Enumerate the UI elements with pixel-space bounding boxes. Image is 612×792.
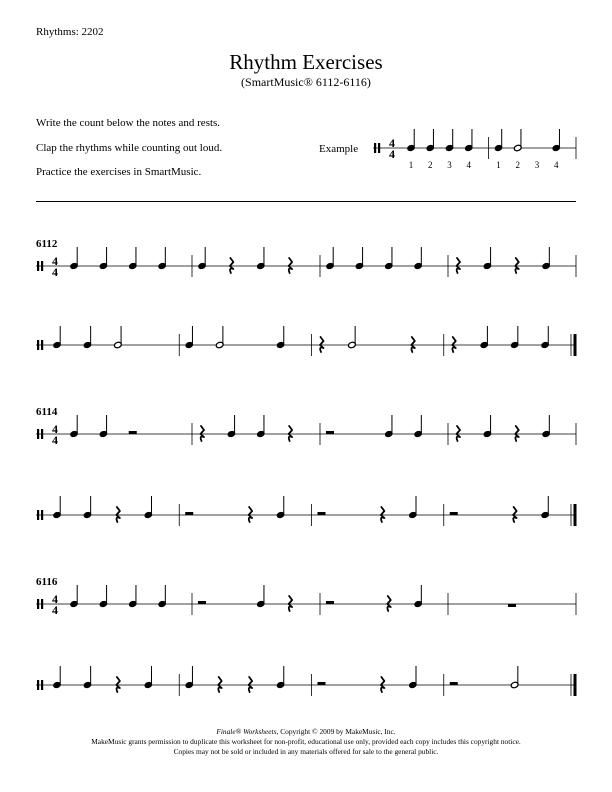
whole-rest — [508, 604, 516, 607]
quarter-rest — [381, 677, 385, 692]
quarter-rest — [513, 507, 517, 522]
quarter-rest — [515, 426, 519, 441]
percussion-clef — [37, 599, 39, 609]
footer-line-2: MakeMusic grants permission to duplicate this worksheet for non-profit, educational use only, provided each copy includes this copyright notice. — [91, 737, 521, 746]
time-sig-top: 4 — [52, 422, 58, 436]
quarter-rest — [452, 337, 456, 352]
percussion-clef — [41, 261, 43, 271]
half-rest — [318, 512, 326, 515]
time-sig-bottom: 4 — [52, 603, 58, 617]
time-sig-bottom: 4 — [52, 433, 58, 447]
quarter-rest — [457, 426, 461, 441]
quarter-rest — [116, 677, 120, 692]
final-barline-thick — [574, 504, 577, 526]
time-sig-top: 4 — [52, 592, 58, 606]
instruction-2: Clap the rhythms while counting out loud. — [36, 142, 223, 154]
count-label: 4 — [466, 160, 471, 170]
quarter-rest — [381, 507, 385, 522]
quarter-rest — [249, 677, 253, 692]
footer-product: Finale® Worksheets — [216, 727, 277, 736]
percussion-clef — [37, 261, 39, 271]
exercise-number: 6116 — [36, 576, 58, 588]
percussion-clef — [37, 429, 39, 439]
final-barline-thick — [574, 334, 577, 356]
half-rest — [198, 601, 206, 604]
time-sig-top: 4 — [52, 254, 58, 268]
instruction-3: Practice the exercises in SmartMusic. — [36, 166, 202, 178]
quarter-rest — [515, 258, 519, 273]
footer-copyright: , Copyright © 2009 by MakeMusic, Inc. — [276, 727, 396, 736]
footer — [0, 727, 612, 757]
half-rest — [450, 682, 458, 685]
quarter-rest — [320, 337, 324, 352]
percussion-clef — [374, 143, 376, 153]
percussion-clef — [37, 340, 39, 350]
percussion-clef — [41, 429, 43, 439]
instruction-1: Write the count below the notes and rests. — [36, 117, 221, 129]
count-label: 3 — [447, 160, 452, 170]
percussion-clef — [41, 680, 43, 690]
exercise-number: 6114 — [36, 406, 58, 418]
quarter-rest — [457, 258, 461, 273]
example-label: Example — [319, 143, 359, 155]
percussion-clef — [41, 510, 43, 520]
percussion-clef — [378, 143, 380, 153]
count-label: 1 — [496, 160, 501, 170]
quarter-rest — [201, 426, 205, 441]
half-rest — [326, 601, 334, 604]
quarter-rest — [249, 507, 253, 522]
count-label: 1 — [408, 160, 414, 170]
half-rest — [326, 431, 334, 434]
footer-line-3: Copies may not be sold or included in any materials offered for sale to the general public. — [173, 747, 439, 756]
half-rest — [129, 431, 137, 434]
quarter-rest — [411, 337, 415, 352]
count-label: 4 — [554, 160, 559, 170]
half-rest — [450, 512, 458, 515]
count-label: 2 — [428, 160, 433, 170]
percussion-clef — [41, 599, 43, 609]
quarter-rest — [289, 596, 293, 611]
quarter-rest — [218, 677, 222, 692]
time-sig-bottom: 4 — [389, 147, 395, 161]
quarter-rest — [116, 507, 120, 522]
page-title: Rhythm Exercises — [229, 50, 383, 74]
count-label: 3 — [534, 160, 540, 170]
time-sig-bottom: 4 — [52, 265, 58, 279]
quarter-rest — [387, 596, 391, 611]
final-barline-thick — [574, 674, 577, 696]
count-label: 2 — [515, 160, 520, 170]
quarter-rest — [289, 426, 293, 441]
exercise-number: 6112 — [36, 238, 58, 250]
half-rest — [318, 682, 326, 685]
worksheet-id: Rhythms: 2202 — [36, 26, 104, 38]
time-sig-top: 4 — [389, 136, 395, 150]
page-subtitle: (SmartMusic® 6112-6116) — [241, 75, 371, 89]
quarter-rest — [230, 258, 234, 273]
percussion-clef — [41, 340, 43, 350]
half-rest — [185, 512, 193, 515]
footer-line-1 — [0, 727, 612, 737]
percussion-clef — [37, 680, 39, 690]
quarter-rest — [289, 258, 293, 273]
percussion-clef — [37, 510, 39, 520]
